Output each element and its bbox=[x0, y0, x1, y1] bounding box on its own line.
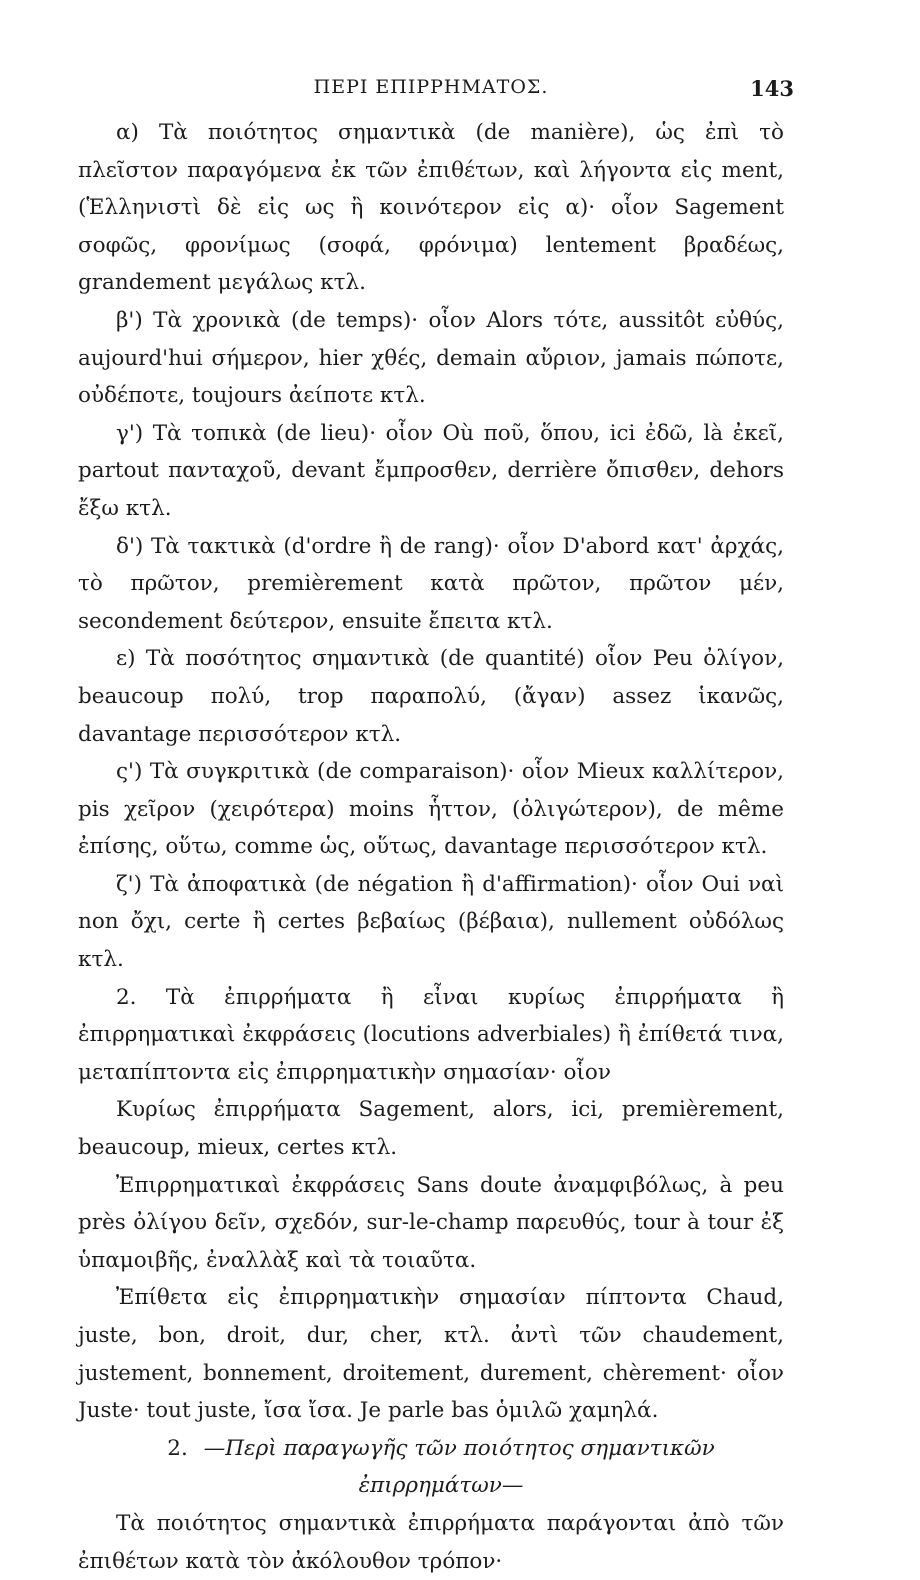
section-number: 2. bbox=[167, 1435, 188, 1461]
paragraph-2-adverb-kinds: 2. Τὰ ἐπιρρήματα ἢ εἶναι κυρίως ἐπιρρήματα ἢ ἐπιρρηματικαὶ ἐκφράσεις (locutions adverbiales) ἢ ἐπίθετά τινα, μεταπίπτοντα εἰς ἐπιρρηματικὴν σημασίαν· οἷον bbox=[78, 984, 784, 1085]
paragraph-epsilon-quantity-adverbs: ε) Τὰ ποσότητος σημαντικὰ (de quantité) οἷον Peu ὀλίγον, beaucoup πολύ, trop παραπολύ, (ἄγαν) assez ἱκανῶς, davantage περισσότερον κτλ. bbox=[78, 646, 784, 747]
book-page bbox=[78, 70, 794, 1580]
paragraph-delta-order-adverbs: δ') Τὰ τακτικὰ (d'ordre ἢ de rang)· οἷον D'abord κατ' ἀρχάς, τὸ πρῶτον, premièrement κατὰ πρῶτον, πρῶτον μέν, secondement δεύτερον, ensuite ἔπειτα κτλ. bbox=[78, 533, 784, 634]
closing-paragraph: Τὰ ποιότητος σημαντικὰ ἐπιρρήματα παράγονται ἀπὸ τῶν ἐπιθέτων κατὰ τὸν ἀκόλουθον τρόπον· bbox=[78, 1510, 784, 1574]
paragraph-alpha-manner-adverbs: α) Τὰ ποιότητος σημαντικὰ (de manière), ὡς ἐπὶ τὸ πλεῖστον παραγόμενα ἐκ τῶν ἐπιθέτων, καὶ λήγοντα εἰς ment, (Ἑλληνιστὶ δὲ εἰς ως ἢ κοινότερον εἰς α)· οἷον Sagement σοφῶς, φρονίμως (σοφά, φρόνιμα) lentement βραδέως, grandement μεγάλως κτλ. bbox=[78, 120, 784, 296]
body-text bbox=[78, 114, 784, 1580]
running-head bbox=[78, 70, 794, 114]
page-number: 143 bbox=[750, 76, 794, 101]
paragraph-proper-adverbs: Κυρίως ἐπιρρήματα Sagement, alors, ici, premièrement, beaucoup, mieux, certes κτλ. bbox=[78, 1097, 784, 1161]
paragraph-adjectives-as-adverbs: Ἐπίθετα εἰς ἐπιρρηματικὴν σημασίαν πίπτοντα Chaud, juste, bon, droit, dur, cher, κτλ. ἀντὶ τῶν chaudement, justement, bonnement, droitement, durement, chèrement· οἷον Juste· tout juste, ἴσα ἴσα. Je parle bas ὁμιλῶ χαμηλά. bbox=[78, 1285, 784, 1424]
paragraph-beta-time-adverbs: β') Τὰ χρονικὰ (de temps)· οἷον Alors τότε, aussitôt εὐθύς, aujourd'hui σήμερον, hier χθές, demain αὔριον, jamais πώποτε, οὐδέποτε, toujours ἀείποτε κτλ. bbox=[78, 307, 784, 409]
paragraph-zeta-negation-adverbs: ζ') Τὰ ἀποφατικὰ (de négation ἢ d'affirmation)· οἷον Oui ναὶ non ὄχι, certe ἢ certes βεβαίως (βέβαια), nullement οὐδόλως κτλ. bbox=[78, 871, 784, 973]
section-heading bbox=[78, 1430, 784, 1505]
section-title: —Περὶ παραγωγῆς τῶν ποιότητος σημαντικῶν ἐπιρρημάτων— bbox=[203, 1435, 715, 1499]
paragraph-gamma-place-adverbs: γ') Τὰ τοπικὰ (de lieu)· οἷον Où ποῦ, ὅπου, ici ἐδῶ, là ἐκεῖ, partout πανταχοῦ, devant ἔμπροσθεν, derrière ὄπισθεν, dehors ἔξω κτλ. bbox=[78, 420, 784, 521]
running-title: ΠΕΡΙ ΕΠΙΡΡΗΜΑΤΟΣ. bbox=[313, 76, 549, 98]
paragraph-adverbial-locutions: Ἐπιρρηματικαὶ ἐκφράσεις Sans doute ἀναμφιβόλως, à peu près ὀλίγου δεῖν, σχεδόν, sur-le-champ παρευθύς, tour à tour ἐξ ὑπαμοιβῆς, ἐναλλὰξ καὶ τὰ τοιαῦτα. bbox=[78, 1172, 784, 1273]
paragraph-stigma-comparison-adverbs: ς') Τὰ συγκριτικὰ (de comparaison)· οἷον Mieux καλλίτερον, pis χεῖρον (χειρότερα) moins ἧττον, (ὀλιγώτερον), de même ἐπίσης, οὕτω, comme ὡς, οὕτως, davantage περισσότερον κτλ. bbox=[78, 759, 784, 860]
